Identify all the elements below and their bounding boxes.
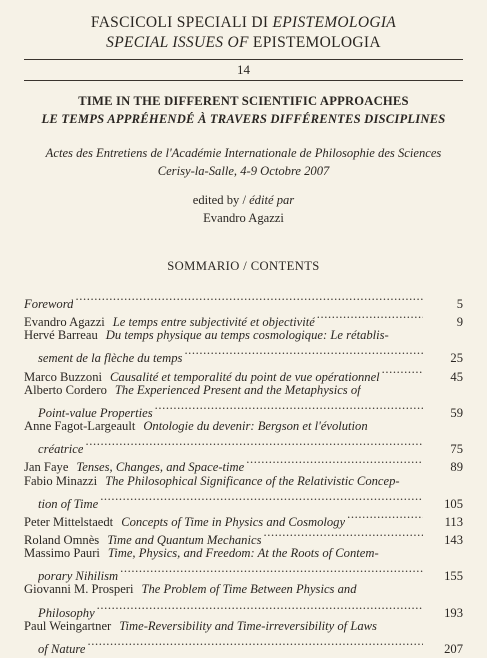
toc-title: Foreword [24, 297, 74, 311]
toc-entry [24, 580, 463, 598]
toc-author: Giovanni M. Prosperi [24, 582, 134, 597]
toc-title-continuation: tion of Time [38, 496, 99, 511]
book-title-english: TIME IN THE DIFFERENT SCIENTIFIC APPROACHES [78, 94, 409, 108]
toc-entry [24, 363, 463, 384]
toc-title-continuation: créatrice [38, 442, 84, 457]
series-header-prefix: FASCICOLI SPECIALI DI [90, 14, 273, 31]
toc-leader-dots [382, 363, 423, 381]
toc-entry-continuation [24, 490, 463, 511]
edited-by-fr: édité par [249, 193, 295, 207]
series-header-special-issues: SPECIAL ISSUES OF [106, 34, 249, 51]
toc-title: Le temps entre subjectivité et objectivité [112, 315, 315, 330]
editor-name: Evandro Agazzi [203, 211, 284, 225]
toc-title: The Problem of Time Between Physics and [141, 582, 357, 597]
toc-leader-dots [263, 526, 423, 544]
toc-leader-dots [184, 344, 423, 362]
toc-entry [24, 308, 463, 330]
toc-leader-dots [155, 399, 423, 417]
toc-author: Anne Fagot-Largeault [24, 419, 136, 434]
toc-entry [24, 617, 463, 635]
toc-author: Roland Omnès [24, 532, 100, 547]
toc-entry [24, 326, 463, 344]
toc-title-continuation: sement de la flèche du temps [38, 351, 183, 366]
toc-title: Du temps physique au temps cosmologique: Le rétablis- [105, 328, 389, 343]
toc-title: Ontologie du devenir: Bergson et l'évolution [143, 419, 368, 434]
toc-leader-dots [85, 435, 423, 453]
toc-leader-dots [120, 562, 423, 580]
toc-page-number: 89 [450, 460, 463, 475]
toc-page-number: 5 [456, 297, 463, 311]
toc-author: Massimo Pauri [24, 546, 100, 561]
toc-entry-continuation [24, 635, 463, 656]
toc-leader-dots [75, 290, 423, 308]
toc-entry [24, 417, 463, 435]
toc-title-continuation: porary Nihilism [38, 569, 119, 584]
toc-title-continuation: of Nature [38, 641, 86, 656]
toc-leader-dots [100, 490, 423, 508]
toc-page-number: 113 [444, 514, 463, 529]
toc-title: Concepts of Time in Physics and Cosmology [121, 514, 346, 529]
toc-leader-dots [317, 308, 423, 326]
toc-page-number: 59 [450, 405, 463, 420]
toc-entry-continuation [24, 344, 463, 366]
toc-entry [24, 290, 463, 311]
toc-entry [24, 472, 463, 490]
toc-author: Jan Faye [24, 460, 69, 475]
toc-title: Time-Reversibility and Time-irreversibility of Laws [119, 618, 377, 633]
toc-page-number: 155 [444, 569, 463, 584]
toc-leader-dots [246, 453, 423, 471]
toc-author: Fabio Minazzi [24, 473, 98, 488]
toc-title: Time and Quantum Mechanics [107, 532, 262, 547]
toc-entry [24, 526, 463, 547]
toc-entry-continuation [24, 435, 463, 457]
toc-author: Hervé Barreau [24, 328, 98, 343]
toc-author: Evandro Agazzi [24, 315, 105, 330]
toc-author: Marco Buzzoni [24, 369, 102, 384]
proceedings-line2: Cerisy-la-Salle, 4-9 Octobre 2007 [157, 164, 330, 178]
toc-entry [24, 544, 463, 562]
toc-entry [24, 508, 463, 529]
series-header-journal: EPISTEMOLOGIA [272, 14, 397, 31]
toc-page-number: 25 [450, 351, 463, 366]
toc-page-number: 9 [456, 315, 463, 330]
toc-title: The Philosophical Significance of the Relativistic Concep- [105, 473, 400, 488]
toc-entry-continuation [24, 562, 463, 584]
edited-by-en: edited by / [192, 193, 250, 207]
edited-by-label [0, 193, 487, 208]
series-header-suffix: EPISTEMOLOGIA [248, 34, 381, 51]
volume-number: 14 [237, 62, 250, 77]
toc-leader-dots [97, 599, 423, 617]
toc-title-continuation: Philosophy [38, 605, 95, 620]
book-title-french: LE TEMPS APPRÉHENDÉ À TRAVERS DIFFÉRENTES DISCIPLINES [41, 112, 446, 126]
series-header-line2 [0, 34, 487, 52]
toc-page-number: 75 [450, 442, 463, 457]
top-rule [24, 59, 463, 60]
toc-page-number: 143 [444, 532, 463, 547]
bottom-rule [24, 80, 463, 81]
toc-entry [24, 381, 463, 399]
toc-title: Causalité et temporalité du point de vue opérationnel [110, 369, 380, 384]
toc-entry-continuation [24, 599, 463, 620]
contents-heading: SOMMARIO / CONTENTS [167, 259, 320, 273]
toc-title: Time, Physics, and Freedom: At the Roots of Contem- [107, 546, 379, 561]
toc-entry [24, 453, 463, 475]
toc-leader-dots [347, 508, 423, 526]
toc-entry-continuation [24, 399, 463, 420]
series-header-line1 [0, 14, 487, 32]
toc-author: Peter Mittelstaedt [24, 514, 114, 529]
toc-page-number: 193 [444, 605, 463, 620]
toc-page-number: 207 [444, 641, 463, 656]
toc-page-number: 45 [450, 369, 463, 384]
toc-leader-dots [87, 635, 423, 653]
proceedings-line1: Actes des Entretiens de l'Académie Internationale de Philosophie des Sciences [45, 146, 442, 160]
toc-page-number: 105 [444, 496, 463, 511]
toc-author: Paul Weingartner [24, 618, 112, 633]
toc-title: The Experienced Present and the Metaphysics of [114, 382, 361, 397]
toc-author: Alberto Cordero [24, 382, 107, 397]
toc-title: Tenses, Changes, and Space-time [76, 460, 245, 475]
toc-title-continuation: Point-value Properties [38, 405, 153, 420]
